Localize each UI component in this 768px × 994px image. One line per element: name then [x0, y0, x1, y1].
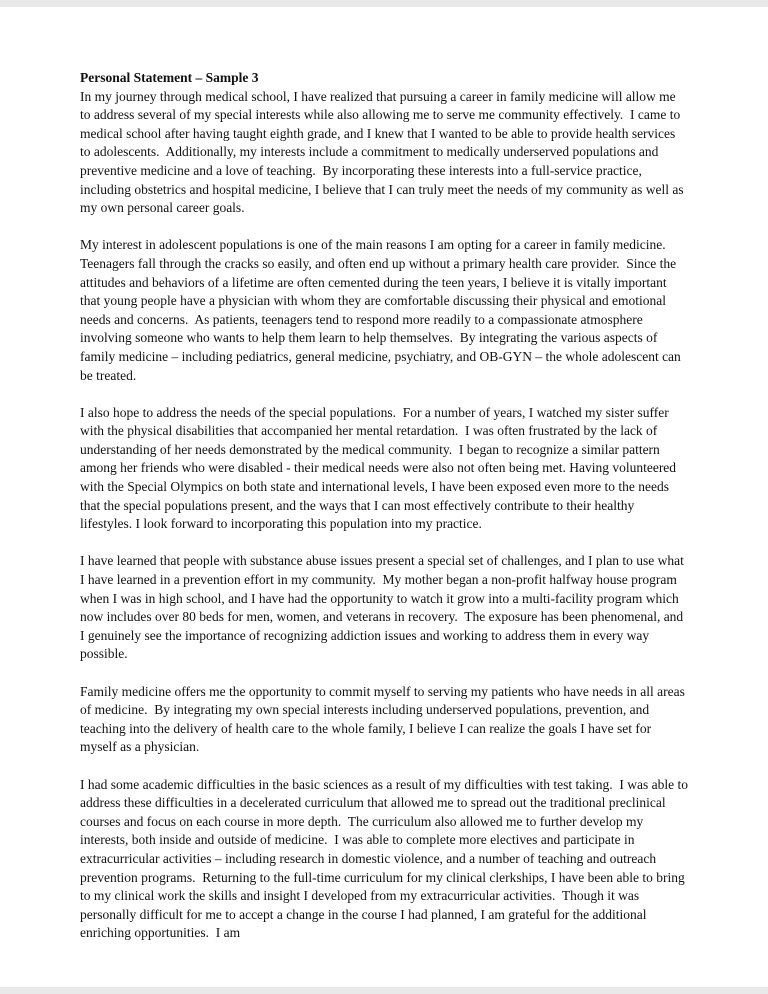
paragraph-family-medicine-goals: Family medicine offers me the opportunity to commit myself to serving my patients who have needs in all areas of medicine. By integrating my own special interests including underserved populations, prevention, and teaching into the delivery of health care to the whole family, I believe I can realize the goals I have set for myself as a physician.: [80, 683, 689, 755]
paragraph-intro: In my journey through medical school, I have realized that pursuing a career in family medicine will allow me to address several of my special interests while also allowing me to serve me community effectively. I came to medical school after having taught eighth grade, and I knew that I wanted to be able to provide health services to adolescents. Additionally, my interests include a commitment to medically underserved populations and preventive medicine and a love of teaching. By incorporating these interests into a full-service practice, including obstetrics and hospital medicine, I believe that I can truly meet the needs of my community as well as my own personal career goals.: [80, 88, 687, 216]
document-page: [0, 7, 768, 987]
paragraph-substance-abuse: I have learned that people with substance abuse issues present a special set of challenges, and I plan to use what I have learned in a prevention effort in my community. My mother began a non-profit halfway house program when I was in high school, and I have had the opportunity to watch it grow into a multi-facility program which now includes over 80 beds for men, women, and veterans in recovery. The exposure has been phenomenal, and I genuinely see the importance of recognizing addiction issues and working to address them in every way possible.: [80, 553, 688, 662]
document-title: Personal Statement – Sample 3: [80, 70, 259, 85]
page-content: [0, 7, 768, 943]
paragraph-adolescents: My interest in adolescent populations is one of the main reasons I am opting for a career in family medicine. Teenagers fall through the cracks so easily, and often end up without a primary health care provider. Since the attitudes and behaviors of a lifetime are often cemented during the teen years, I believe it is vitally important that young people have a physician with whom they are comfortable discussing their physical and emotional needs and concerns. As patients, teenagers tend to respond more readily to a compassionate atmosphere involving someone who wants to help them learn to help themselves. By integrating the various aspects of family medicine – including pediatrics, general medicine, psychiatry, and OB-GYN – the whole adolescent can be treated.: [80, 237, 685, 383]
paragraph-academic-difficulties: I had some academic difficulties in the basic sciences as a result of my difficulties with test taking. I was able to address these difficulties in a decelerated curriculum that allowed me to spread out the traditional preclinical courses and focus on each course in more depth. The curriculum also allowed me to further develop my interests, both inside and outside of medicine. I was able to complete more electives and participate in extracurricular activities – including research in domestic violence, and a number of teaching and outreach prevention programs. Returning to the full-time curriculum for my clinical clerkships, I have been able to bring to my clinical work the skills and insight I developed from my extracurricular activities. Though it was personally difficult for me to accept a change in the course I had planned, I am grateful for the additional enriching opportunities. I am: [80, 776, 692, 941]
paragraph-special-populations: I also hope to address the needs of the special populations. For a number of years, I watched my sister suffer with the physical disabilities that accompanied her mental retardation. I was often frustrated by the lack of understanding of her needs demonstrated by the medical community. I began to recognize a similar pattern among her friends who were disabled - their medical needs were also not often being met. Having volunteered with the Special Olympics on both state and international levels, I have been exposed even more to the needs that the special populations present, and the ways that I can most effectively contribute to their healthy lifestyles. I look forward to incorporating this population into my practice.: [80, 404, 680, 532]
